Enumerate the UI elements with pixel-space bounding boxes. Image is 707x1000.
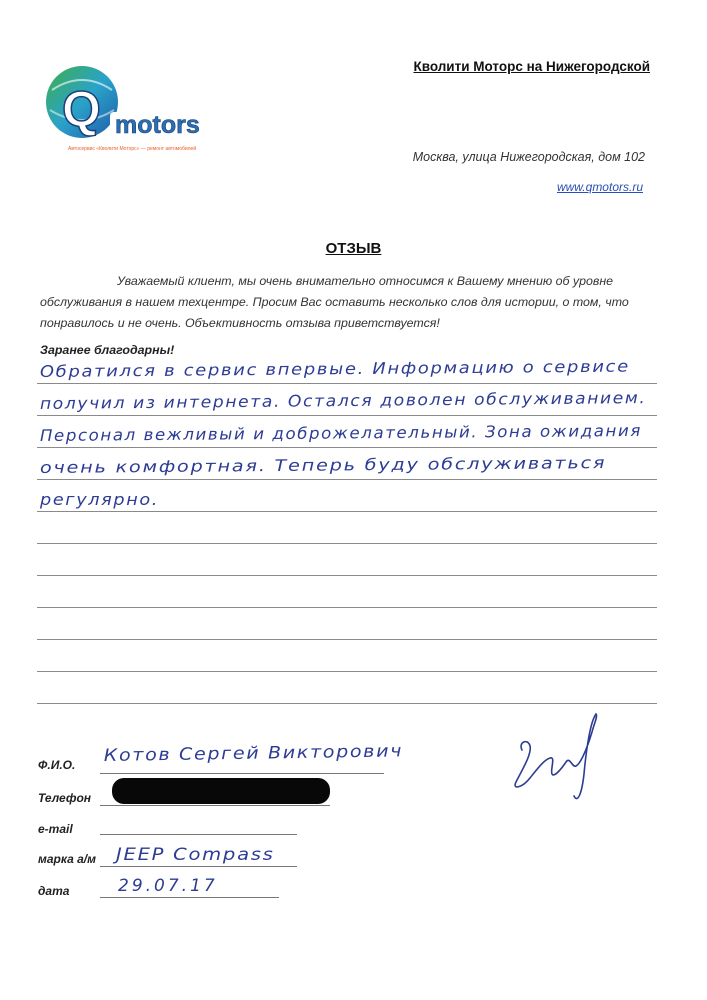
ruled-line	[37, 543, 657, 544]
logo-letter: Q	[62, 81, 101, 137]
form-title: ОТЗЫВ	[325, 240, 382, 257]
website-link[interactable]: www.qmotors.ru	[556, 180, 643, 194]
date-field[interactable]: 29.07.17	[118, 876, 218, 896]
name-field-line	[100, 773, 384, 774]
logo-word: motors	[115, 111, 200, 139]
ruled-line	[37, 607, 657, 608]
company-name: Кволити Моторс на Нижегородской	[413, 59, 650, 74]
email-field-line	[100, 834, 297, 835]
phone-field-line	[100, 805, 330, 806]
review-text-line: очень комфортная. Теперь буду обслуживаться	[39, 453, 607, 477]
review-text-line: Персонал вежливый и доброжелательный. Зона ожидания	[39, 420, 642, 445]
company-address: Москва, улица Нижегородская, дом 102	[412, 150, 645, 164]
signature	[500, 712, 610, 802]
qmotors-logo	[40, 60, 240, 155]
car-model-field[interactable]: JEEP Compass	[116, 845, 275, 865]
date-label: дата	[38, 884, 70, 898]
ruled-line	[37, 415, 657, 416]
phone-redaction	[112, 778, 330, 804]
email-label: e-mail	[38, 822, 73, 836]
car-field-line	[100, 866, 297, 867]
name-field[interactable]: Котов Сергей Викторович	[103, 741, 404, 766]
ruled-line	[37, 703, 657, 704]
review-text-line: Обратился в сервис впервые. Информацию о сервисе	[39, 356, 630, 381]
name-label: Ф.И.О.	[38, 758, 76, 772]
logo-tagline: Автосервис «Кволити Моторс» — ремонт автомобилей	[68, 146, 197, 152]
ruled-line	[37, 575, 657, 576]
review-text-line: получил из интернета. Остался доволен обслуживанием.	[39, 388, 647, 413]
ruled-line	[37, 511, 657, 512]
ruled-line	[37, 383, 657, 384]
ruled-line	[37, 639, 657, 640]
phone-label: Телефон	[38, 791, 92, 805]
ruled-line	[37, 479, 657, 480]
thanks-text: Заранее благодарны!	[40, 343, 175, 357]
ruled-line	[37, 671, 657, 672]
ruled-line	[37, 447, 657, 448]
intro-text: Уважаемый клиент, мы очень внимательно относимся к Вашему мнению об уровне обслуживания в нашем техцентре. Просим Вас оставить несколько слов для истории, о том, что понравилось и не очень. Объективность отзыва приветствуется!	[40, 274, 629, 330]
review-text-line: регулярно.	[40, 490, 160, 509]
date-field-line	[100, 897, 279, 898]
car-label: марка а/м	[38, 852, 97, 866]
